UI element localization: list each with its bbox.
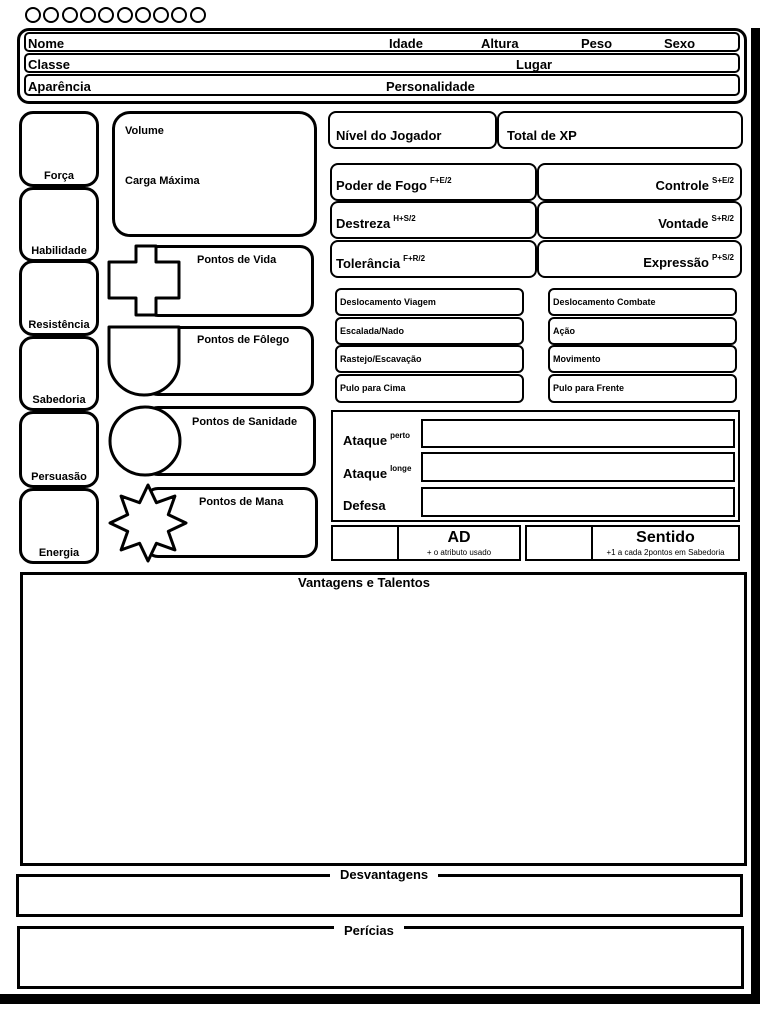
destreza-box (330, 201, 537, 239)
attr-energia (19, 488, 99, 564)
ad-value-box[interactable] (331, 525, 399, 561)
vantagens-box[interactable] (20, 572, 747, 866)
attr-sabedoria (19, 336, 99, 411)
movement-left-3 (335, 374, 524, 403)
nivel-jogador-label: Nível do Jogador (336, 128, 442, 143)
ataque-perto-label: Ataque $^{perto}$ (343, 431, 411, 448)
movement-label: Escalada/Nado (340, 326, 405, 336)
header-row-aparencia (24, 74, 740, 96)
experience-circle[interactable] (153, 7, 169, 23)
vontade-box (537, 201, 742, 239)
movement-label: Ação (553, 326, 576, 336)
peso-label: Peso (581, 36, 613, 51)
pontos-sanidade-label: Pontos de Sanidade (192, 416, 298, 428)
total-xp-box (497, 111, 743, 149)
experience-circle[interactable] (25, 7, 41, 23)
poder-de-fogo-box (330, 163, 537, 201)
attr-label: Sabedoria (32, 394, 86, 406)
movement-right-3 (548, 374, 737, 403)
experience-circle[interactable] (117, 7, 133, 23)
experience-circles (25, 5, 215, 25)
sexo-label: Sexo (664, 36, 696, 51)
defesa-label: Defesa (343, 498, 386, 513)
experience-circle[interactable] (80, 7, 96, 23)
header-row-nome (24, 32, 740, 52)
half-circle-icon (106, 324, 186, 398)
tolerancia-box (330, 240, 537, 278)
movement-left-2 (335, 345, 524, 373)
cross-icon (106, 243, 186, 319)
pericias-title: Perícias (334, 923, 404, 938)
desvantagens-title: Desvantagens (330, 867, 438, 882)
attr-label: Resistência (28, 319, 90, 331)
movement-right-0 (548, 288, 737, 316)
tolerancia-label: Tolerância $^{F+R/2}$ (336, 254, 426, 271)
sentido-label: Sentido (636, 529, 695, 546)
sentido-box (591, 525, 740, 561)
ad-note: + o atributo usado (426, 548, 492, 557)
movement-right-2 (548, 345, 737, 373)
header-row-classe (24, 53, 740, 73)
attr-label: Energia (38, 547, 80, 559)
destreza-label: Destreza $^{H+S/2}$ (336, 214, 416, 231)
movement-label: Pulo para Frente (553, 383, 625, 393)
page-border-bottom (0, 994, 760, 1004)
volume-label: Volume (125, 125, 164, 137)
classe-label: Classe (28, 57, 70, 72)
experience-circle[interactable] (43, 7, 59, 23)
expressao-box (537, 240, 742, 278)
poder-de-fogo-label: Poder de Fogo $^{F+E/2}$ (336, 176, 452, 193)
lugar-label: Lugar (516, 57, 553, 72)
controle-label: Controle $^{S+E/2}$ (655, 176, 734, 193)
star-icon (104, 483, 194, 563)
movement-label: Movimento (553, 354, 601, 364)
nivel-jogador-box (328, 111, 497, 149)
attr-resistencia (19, 260, 99, 336)
defesa-field[interactable] (421, 487, 735, 517)
attr-persuasao (19, 411, 99, 488)
vantagens-title: Vantagens e Talentos (288, 575, 440, 590)
sentido-note: +1 a cada 2pontos em Sabedoria (606, 548, 725, 557)
altura-label: Altura (481, 36, 519, 51)
personalidade-label: Personalidade (386, 79, 475, 94)
total-xp-label: Total de XP (507, 128, 577, 143)
attr-forca (19, 111, 99, 187)
attr-label: Persuasão (31, 471, 87, 483)
movement-left-0 (335, 288, 524, 316)
experience-circle[interactable] (190, 7, 206, 23)
pontos-folego-label: Pontos de Fôlego (197, 334, 290, 346)
controle-box (537, 163, 742, 201)
movement-label: Deslocamento Combate (553, 297, 656, 307)
experience-circle[interactable] (135, 7, 151, 23)
sentido-value-box[interactable] (525, 525, 593, 561)
movement-label: Deslocamento Viagem (340, 297, 436, 307)
ataque-longe-label: Ataque $^{longe}$ (343, 464, 412, 481)
ad-label: AD (447, 529, 471, 546)
circle-icon (106, 404, 186, 478)
ataque-longe-field[interactable] (421, 452, 735, 482)
volume-box (112, 111, 317, 237)
movement-right-1 (548, 317, 737, 345)
expressao-label: Expressão $^{P+S/2}$ (643, 253, 734, 270)
carga-maxima-label: Carga Máxima (125, 175, 200, 187)
vontade-label: Vontade $^{S+R/2}$ (658, 214, 734, 231)
pontos-vida-label: Pontos de Vida (197, 254, 277, 266)
experience-circle[interactable] (171, 7, 187, 23)
attr-habilidade (19, 187, 99, 262)
attr-label: Habilidade (31, 245, 87, 257)
page-border-right (751, 28, 760, 1000)
experience-circle[interactable] (98, 7, 114, 23)
experience-circle[interactable] (62, 7, 78, 23)
attr-label: Força (44, 170, 74, 182)
idade-label: Idade (389, 36, 423, 51)
movement-label: Pulo para Cima (340, 383, 406, 393)
ad-box (397, 525, 521, 561)
movement-label: Rastejo/Escavação (340, 354, 422, 364)
nome-label: Nome (28, 36, 65, 51)
aparencia-label: Aparência (28, 79, 91, 94)
movement-left-1 (335, 317, 524, 345)
ataque-perto-field[interactable] (421, 419, 735, 448)
pontos-mana-label: Pontos de Mana (199, 496, 284, 508)
